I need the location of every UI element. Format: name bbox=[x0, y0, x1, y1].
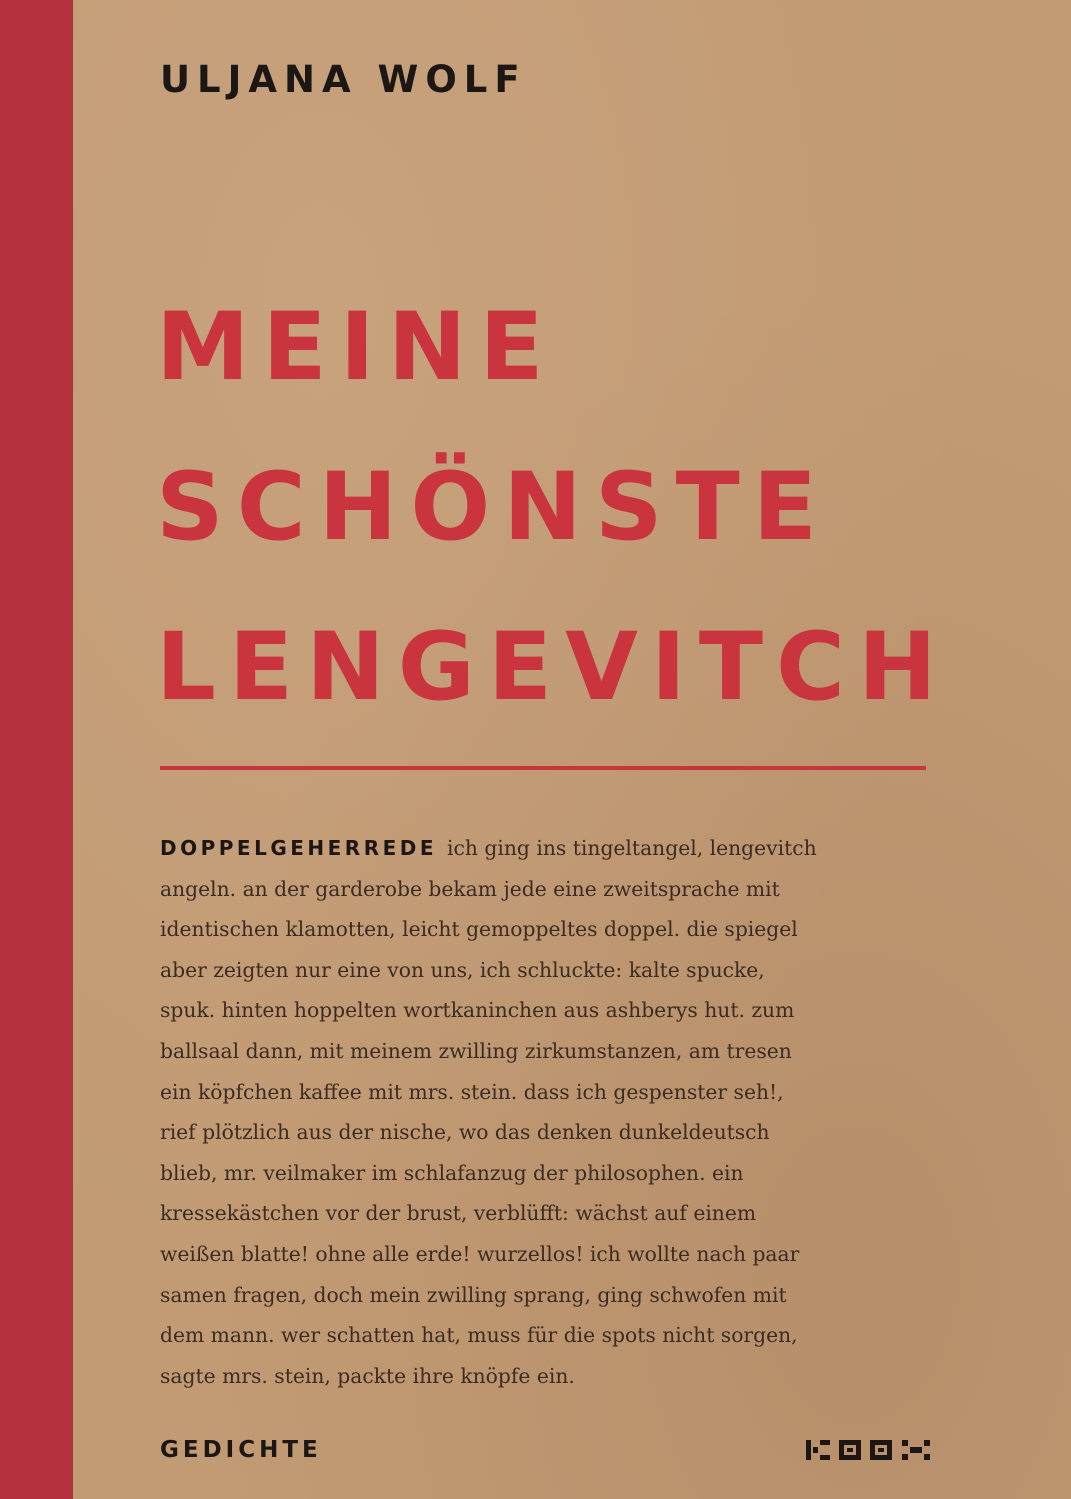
poem-line: aber zeigten nur eine von uns, ich schluckte: kalte spucke, bbox=[160, 957, 765, 982]
genre-label: GEDICHTE bbox=[160, 1437, 322, 1463]
poem-line: ein köpfchen kaffee mit mrs. stein. dass ich gespenster seh!, bbox=[160, 1079, 784, 1104]
title-line-3: LENGEVITCH bbox=[156, 613, 950, 722]
poem-excerpt bbox=[160, 828, 930, 1396]
poem-line: rief plötzlich aus der nische, wo das denken dunkeldeutsch bbox=[160, 1120, 770, 1145]
poem-line: weißen blatte! ohne alle erde! wurzellos! ich wollte nach paar bbox=[160, 1241, 800, 1266]
divider-rule bbox=[160, 766, 926, 770]
poem-line: dem mann. wer schatten hat, muss für die spots nicht sorgen, bbox=[160, 1323, 798, 1348]
poem-line: spuk. hinten hoppelten wortkaninchen aus ashberys hut. zum bbox=[160, 998, 795, 1023]
poem-line-text: ich ging ins tingeltangel, lengevitch bbox=[447, 836, 817, 860]
poem-line: sagte mrs. stein, packte ihre knöpfe ein. bbox=[160, 1363, 575, 1388]
title-line-2: SCHÖNSTE bbox=[156, 453, 830, 562]
poem-line bbox=[160, 828, 930, 869]
poem-line: kressekästchen vor der brust, verblüfft: wächst auf einem bbox=[160, 1201, 757, 1226]
poem-line: identischen klamotten, leicht gemoppeltes doppel. die spiegel bbox=[160, 917, 798, 942]
poem-line: blieb, mr. veilmaker im schlafanzug der philosophen. ein bbox=[160, 1160, 744, 1185]
poem-heading: DOPPELGEHERREDE bbox=[160, 836, 438, 860]
author-name: ULJANA WOLF bbox=[160, 58, 527, 101]
publisher-logo bbox=[806, 1440, 930, 1460]
poem-line: samen fragen, doch mein zwilling sprang, ging schwofen mit bbox=[160, 1282, 787, 1307]
title-line-1: MEINE bbox=[156, 293, 557, 402]
book-title bbox=[156, 268, 950, 748]
poem-line: angeln. an der garderobe bekam jede eine zweitsprache mit bbox=[160, 876, 780, 901]
red-spine-band bbox=[0, 0, 73, 1499]
poem-line: ballsaal dann, mit meinem zwilling zirkumstanzen, am tresen bbox=[160, 1038, 792, 1063]
